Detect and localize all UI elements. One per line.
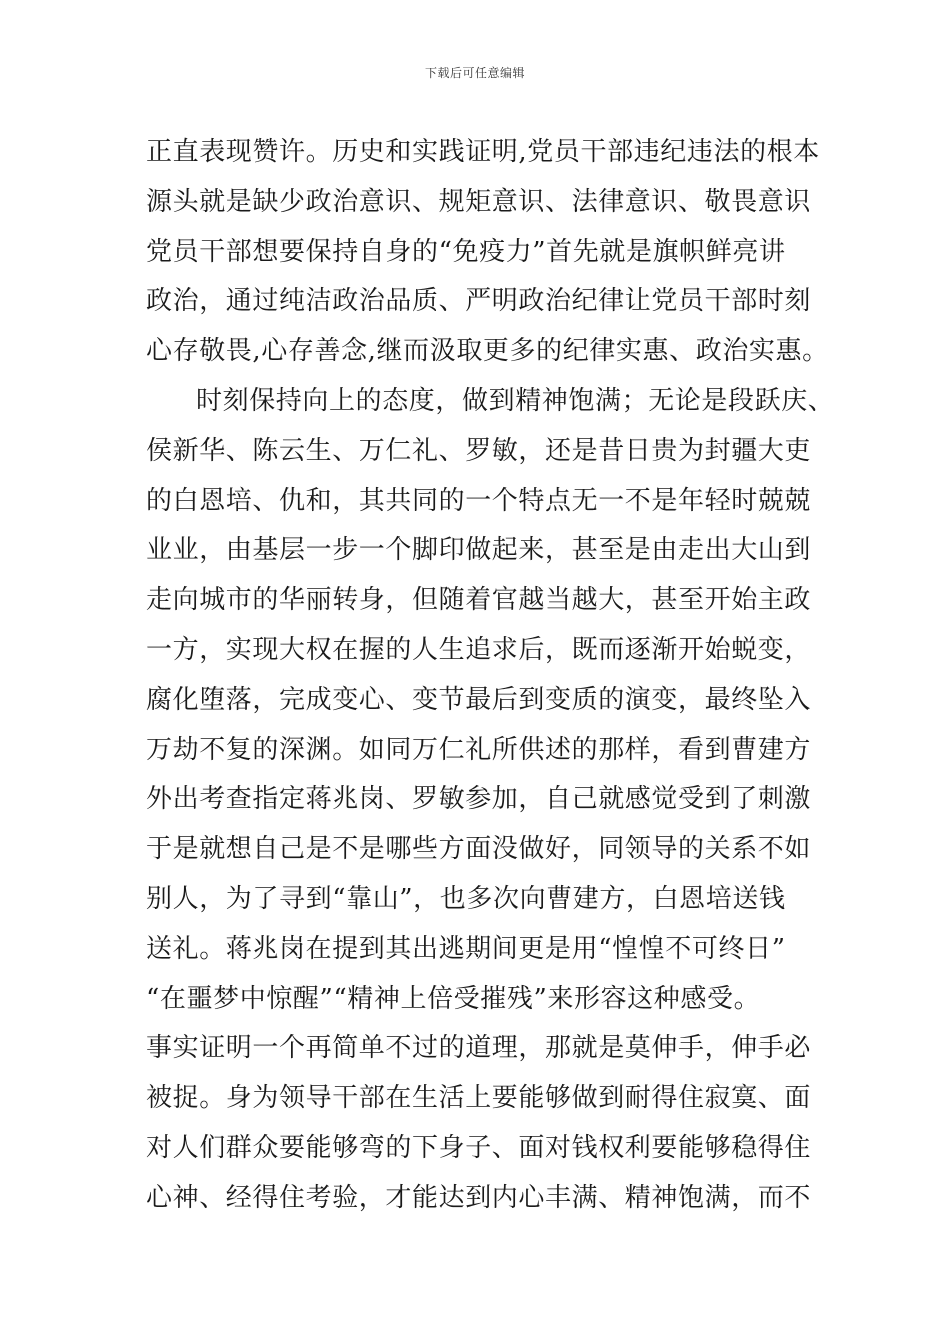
text-line: 心存敬畏,心存善念,继而汲取更多的纪律实惠、政治实惠。 xyxy=(146,336,829,367)
text-line: “在噩梦中惊醒”“精神上倍受摧残”来形容这种感受。 xyxy=(146,983,761,1014)
page-header: 下载后可任意编辑 xyxy=(424,66,525,80)
text-line: 于是就想自己是不是哪些方面没做好，同领导的关系不如 xyxy=(146,834,812,865)
text-line: 侯新华、陈云生、万仁礼、罗敏，还是昔日贵为封疆大吏 xyxy=(146,435,812,466)
text-line: 万劫不复的深渊。如同万仁礼所供述的那样，看到曹建方 xyxy=(146,734,812,765)
text-line: 事实证明一个再简单不过的道理，那就是莫伸手，伸手必 xyxy=(146,1033,812,1064)
text-line: 心神、经得住考验，才能达到内心丰满、精神饱满，而不 xyxy=(146,1182,812,1213)
text-line: 正直表现赞许。历史和实践证明,党员干部违纪违法的根本 xyxy=(146,137,820,167)
text-line: 外出考查指定蒋兆岗、罗敏参加，自己就感觉受到了刺激 xyxy=(146,784,812,815)
text-line: 走向城市的华丽转身，但随着官越当越大，甚至开始主政 xyxy=(146,585,812,616)
text-line: 源头就是缺少政治意识、规矩意识、法律意识、敬畏意识 xyxy=(146,186,812,217)
paragraph-first-line: 时刻保持向上的态度，做到精神饱满；无论是段跃庆、 xyxy=(196,385,835,416)
text-line: 对人们群众要能够弯的下身子、面对钱权利要能够稳得住 xyxy=(146,1132,812,1163)
text-line: 党员干部想要保持自身的“免疫力”首先就是旗帜鲜亮讲 xyxy=(146,236,786,267)
text-line: 被捉。身为领导干部在生活上要能够做到耐得住寂寞、面 xyxy=(146,1083,812,1114)
text-line: 业业，由基层一步一个脚印做起来，甚至是由走出大山到 xyxy=(146,535,812,566)
text-line: 的白恩培、仇和，其共同的一个特点无一不是年轻时兢兢 xyxy=(146,485,812,516)
text-line: 别人，为了寻到“靠山”，也多次向曹建方，白恩培送钱 xyxy=(146,883,786,914)
text-line: 一方，实现大权在握的人生追求后，既而逐渐开始蜕变， xyxy=(146,634,812,665)
text-line: 腐化堕落，完成变心、变节最后到变质的演变，最终坠入 xyxy=(146,684,812,715)
text-line: 政治，通过纯洁政治品质、严明政治纪律让党员干部时刻 xyxy=(146,286,812,317)
document-body xyxy=(146,128,835,1224)
text-line: 送礼。蒋兆岗在提到其出逃期间更是用“惶惶不可终日” xyxy=(146,933,786,964)
